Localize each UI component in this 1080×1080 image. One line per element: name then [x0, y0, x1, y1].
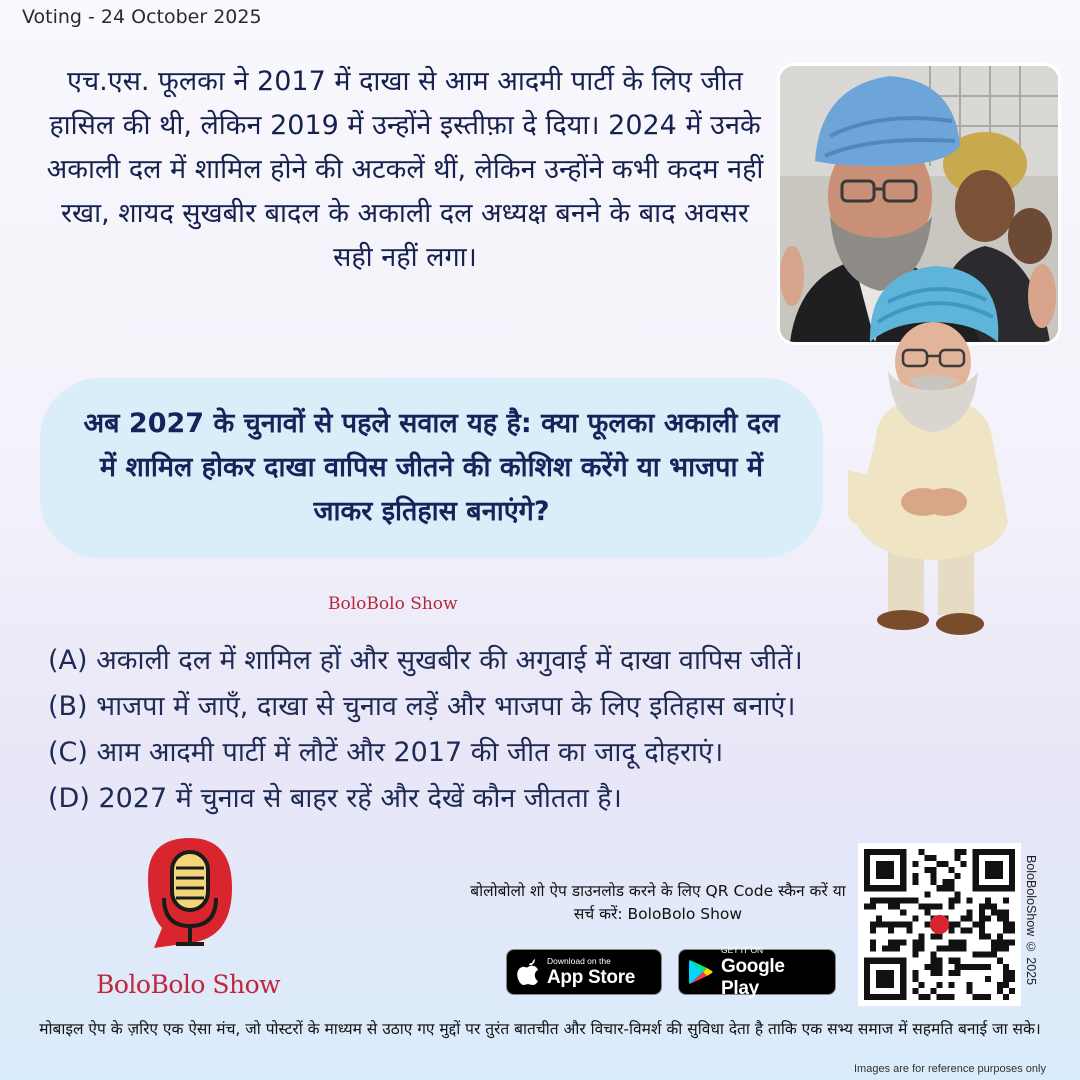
question-box	[40, 378, 823, 558]
intro-paragraph: एच.एस. फूलका ने 2017 में दाखा से आम आदमी पार्टी के लिए जीत हासिल की थी, लेकिन 2019 में उन्होंने इस्तीफ़ा दे दिया। 2024 में उनके अकाली दल में शामिल होने की अटकलें थीं, लेकिन उन्होंने कभी कदम नहीं रखा, शायद सुखबीर बादल के अकाली दल अध्यक्ष बनने के बाद अवसर सही नहीं लगा।	[46, 66, 764, 273]
google-play-small-text: GET IT ON	[721, 944, 764, 955]
option-b[interactable]: (B) भाजपा में जाएँ, दाखा से चुनाव लड़ें और भाजपा के लिए इतिहास बनाएं।	[48, 691, 796, 722]
footer-description: मोबाइल ऐप के ज़रिए एक ऐसा मंच, जो पोस्टरों के माध्यम से उठाए गए मुद्दों पर तुरंत बातचीत और विचार-विमर्श की सुविधा देता है ताकि एक सभ्य समाज में सहमति बनाई जा सके।	[39, 1020, 1041, 1038]
option-a[interactable]: (A) अकाली दल में शामिल हों और सुखबीर की अगुवाई में दाखा वापिस जीतें।	[48, 645, 803, 676]
app-store-button[interactable]	[506, 949, 662, 995]
logo-text: BoloBolo Show	[96, 970, 281, 999]
option-d[interactable]: (D) 2027 में चुनाव से बाहर रहें और देखें कौन जीतता है।	[48, 783, 622, 814]
image-disclaimer: Images are for reference purposes only	[854, 1063, 1046, 1075]
google-play-label: Google Play	[721, 955, 785, 999]
app-store-label: App Store	[547, 966, 636, 988]
question-text: अब 2027 के चुनावों से पहले सवाल यह है: क्या फूलका अकाली दल में शामिल होकर दाखा वापिस जीतने की कोशिश करेंगे या भाजपा में जाकर इतिहास बनाएंगे?	[83, 408, 780, 527]
caricature-illustration	[848, 262, 1018, 640]
apple-icon	[517, 959, 539, 985]
brand-watermark: BoloBolo Show	[328, 594, 458, 614]
google-play-icon	[689, 959, 713, 985]
qr-code[interactable]	[858, 843, 1021, 1006]
option-c[interactable]: (C) आम आदमी पार्टी में लौटें और 2017 की जीत का जादू दोहराएं।	[48, 737, 724, 768]
options-list	[48, 638, 948, 822]
app-store-small-text: Download on the	[547, 955, 611, 966]
google-play-button[interactable]	[678, 944, 836, 999]
date-label: Voting - 24 October 2025	[22, 6, 262, 28]
copyright-text: BoloBoloShow © 2025	[1024, 855, 1038, 986]
download-instructions: बोलोबोलो शो ऐप डाउनलोड करने के लिए QR Code स्कैन करें या सर्च करें: BoloBolo Show	[470, 882, 846, 923]
